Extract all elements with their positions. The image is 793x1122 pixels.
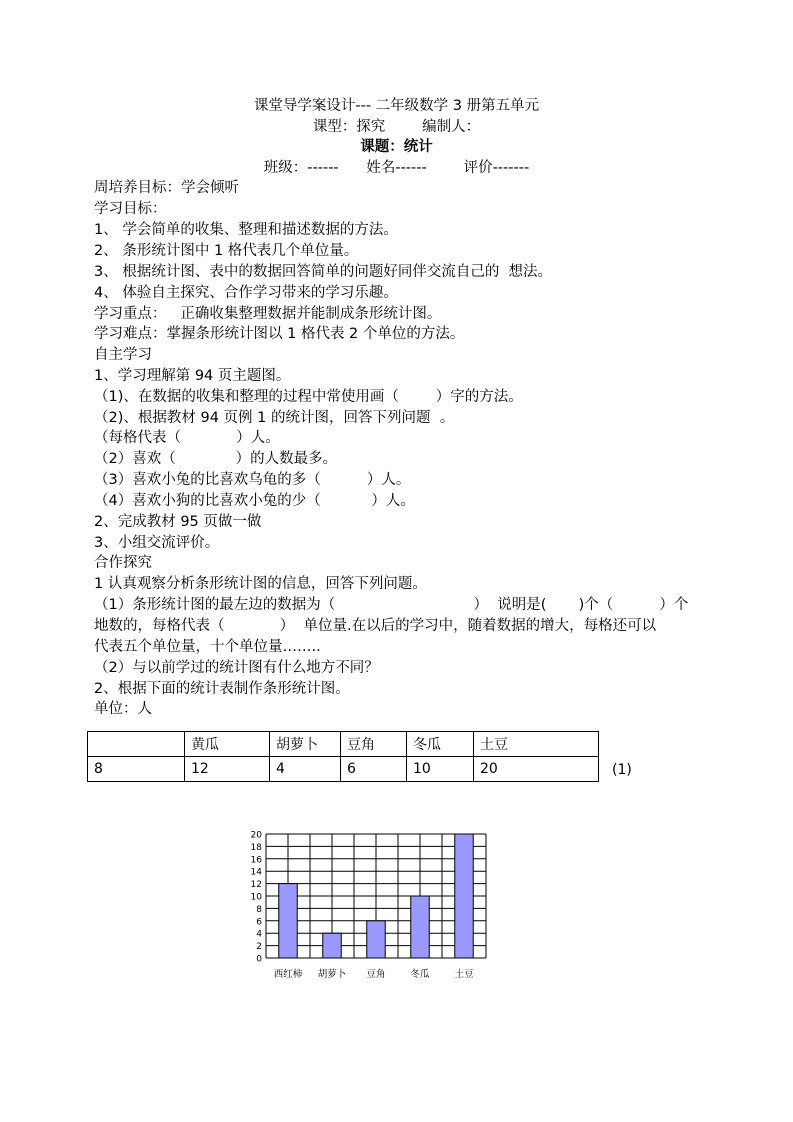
bar	[323, 933, 341, 958]
x-tick-label: 豆角	[366, 969, 386, 980]
y-tick-label: 10	[250, 892, 262, 903]
y-tick-label: 12	[250, 880, 262, 891]
self-study-1: 1、学习理解第 94 页主题图。	[94, 368, 291, 384]
x-tick-label: 胡萝卜	[317, 969, 347, 980]
y-tick-label: 0	[256, 954, 262, 965]
y-tick-label: 2	[256, 942, 262, 953]
table-cell	[88, 732, 185, 757]
self-study-heading: 自主学习	[94, 347, 152, 363]
table-cell: 豆角	[341, 732, 407, 757]
table-cell: 20	[474, 757, 599, 782]
course-type-line: 课型：探究 编制人：	[312, 119, 481, 135]
coop-1-4: （2）与以前学过的统计图有什么地方不同？	[94, 660, 379, 676]
coop-1-2: 地数的，每格代表（ ） 单位量.在以后的学习中，随着数据的增大，每格还可以	[94, 618, 657, 634]
table-cell: 4	[270, 757, 341, 782]
goal-4: 4、 体验自主探究、合作学习带来的学习乐趣。	[94, 285, 398, 301]
class-info-line: 班级：------ 姓名------ 评价-------	[263, 160, 530, 176]
self-study-1-2: （2)、根据教材 94 页例 1 的统计图，回答下列问题 。	[94, 410, 455, 426]
self-study-1-6: （4）喜欢小狗的比喜欢小兔的少（ ）人。	[94, 493, 415, 509]
y-tick-label: 4	[256, 929, 262, 940]
topic-line: 课题：统计	[360, 139, 433, 155]
table-cell: 土豆	[474, 732, 599, 757]
table-cell: 冬瓜	[407, 732, 474, 757]
week-goal: 周培养目标：学会倾听	[94, 180, 239, 196]
bar	[455, 834, 473, 958]
table-cell: 10	[407, 757, 474, 782]
self-study-1-5: （3）喜欢小兔的比喜欢乌龟的多（ ）人。	[94, 472, 411, 488]
goal-3: 3、 根据统计图、表中的数据回答简单的问题好同伴交流自己的 想法。	[94, 264, 553, 280]
y-tick-label: 18	[250, 842, 262, 853]
self-study-3: 3、小组交流评价。	[94, 535, 220, 551]
y-tick-label: 8	[256, 904, 262, 915]
y-tick-label: 14	[250, 867, 262, 878]
goal-2: 2、 条形统计图中 1 格代表几个单位量。	[94, 243, 359, 259]
table-cell: 12	[185, 757, 270, 782]
x-tick-label: 冬瓜	[410, 969, 430, 980]
self-study-1-1: （1)、在数据的收集和整理的过程中常使用画（ ）字的方法。	[94, 389, 523, 405]
side-label: (1)	[612, 762, 632, 778]
table-cell: 6	[341, 757, 407, 782]
table-cell: 黄瓜	[185, 732, 270, 757]
goals-heading: 学习目标：	[94, 201, 167, 217]
table-cell: 8	[88, 757, 185, 782]
self-study-2: 2、完成教材 95 页做一做	[94, 514, 262, 530]
doc-title: 课堂导学案设计--- 二年级数学 3 册第五单元	[253, 98, 540, 114]
self-study-1-3: （每格代表（ ）人。	[94, 430, 280, 446]
coop-2: 2、根据下面的统计表制作条形统计图。	[94, 681, 350, 697]
y-tick-label: 20	[250, 830, 262, 841]
x-tick-label: 土豆	[454, 969, 474, 980]
coop-1-1: （1）条形统计图的最左边的数据为（ ） 说明是( )个（ ）个	[94, 597, 689, 613]
bar	[411, 896, 429, 958]
y-tick-label: 6	[256, 917, 262, 928]
coop-1-3: 代表五个单位量，十个单位量……..	[94, 639, 321, 655]
coop-heading: 合作探究	[94, 555, 152, 571]
x-tick-label: 西红柿	[273, 969, 303, 980]
table-row	[88, 757, 599, 782]
bar	[367, 921, 385, 958]
key-point: 学习重点： 正确收集整理数据并能制成条形统计图。	[94, 306, 442, 322]
self-study-1-4: （2）喜欢（ ）的人数最多。	[94, 451, 338, 467]
unit-label: 单位：人	[94, 701, 152, 717]
goal-1: 1、 学会简单的收集、整理和描述数据的方法。	[94, 222, 398, 238]
y-tick-label: 16	[250, 855, 262, 866]
table-cell: 胡萝卜	[270, 732, 341, 757]
difficulty: 学习难点：掌握条形统计图以 1 格代表 2 个单位的方法。	[94, 326, 465, 342]
table-header-row	[88, 732, 599, 757]
coop-1: 1 认真观察分析条形统计图的信息，回答下列问题。	[94, 576, 427, 592]
data-table	[87, 731, 599, 782]
bar	[279, 884, 297, 958]
